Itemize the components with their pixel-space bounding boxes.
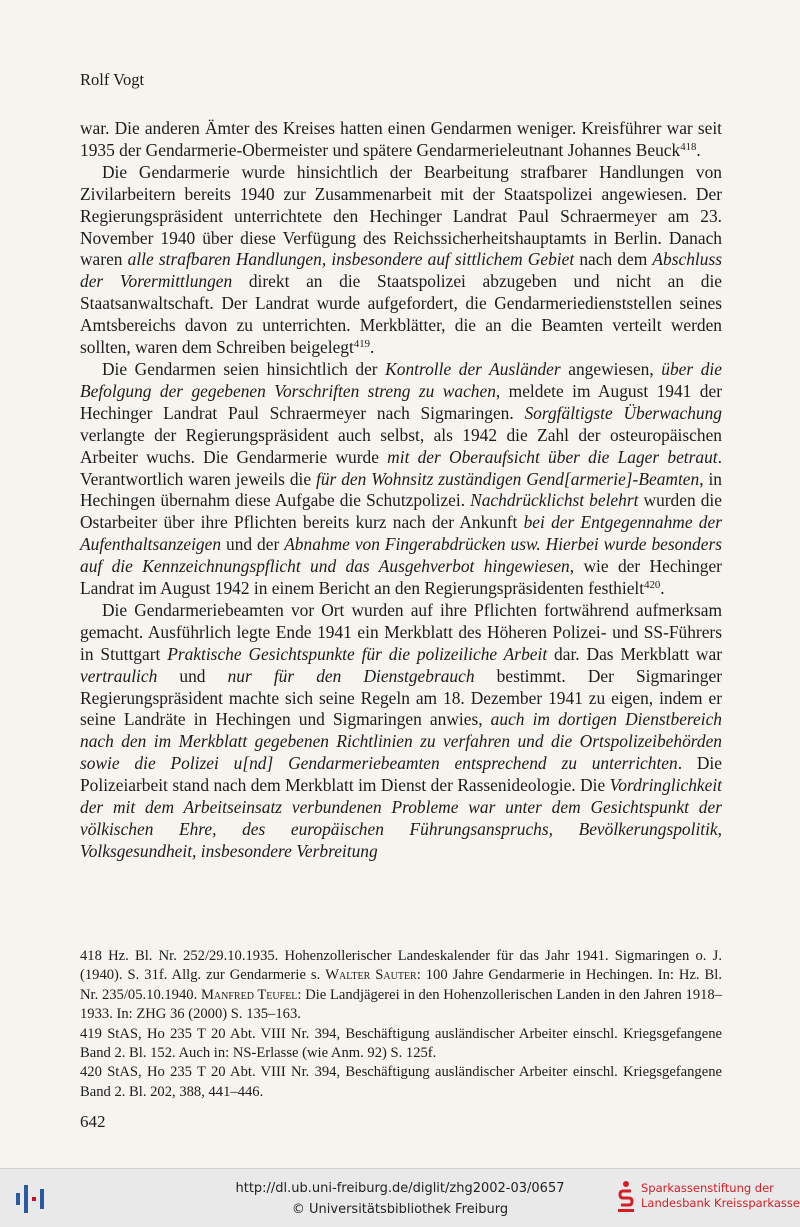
italic-quote: Abschluss der Vorermittlungen — [80, 249, 722, 292]
sparkasse-logo-icon — [618, 1180, 634, 1214]
footnote-text: : Die Landjägerei in den Hohenzollerischen Landen in den Jahren 1918–1933. In: ZHG 36 (2000) S. 135–163. — [80, 986, 723, 1023]
text-run: wurden die Ostarbeiter über ihre Pflichten bereits kurz nach der Ankunft — [80, 490, 722, 533]
italic-quote: Abnahme von Fingerabdrücken usw. Hierbei wurde besonders auf die Kennzeichnungspflicht und das Ausgehverbot hingewiesen — [80, 534, 722, 577]
text-run: . — [369, 337, 375, 358]
italic-quote: Kontrolle der Ausländer — [385, 358, 561, 379]
footnote — [80, 1025, 722, 1064]
italic-quote: vertraulich — [80, 665, 158, 686]
footnote — [80, 1063, 722, 1102]
footnote-ref: 418 — [680, 140, 697, 153]
footnotes — [80, 947, 722, 1102]
text-run: verlangte der Regierungspräsident auch selbst, als 1942 die Zahl der osteuropäischen Arbeiter wuchs. Die Gendarmerie wurde — [80, 424, 722, 467]
sponsor-line-1: Sparkassenstiftung der — [641, 1181, 774, 1195]
document-url[interactable]: http://dl.ub.uni-freiburg.de/diglit/zhg2002-03/0657 — [235, 1181, 565, 1196]
italic-quote: auch im dortigen Dienstbereich nach den im Merkblatt gegebenen Richtlinien zu verfahren und die Ortspolizeibehörden sowie die Polizei u[nd] Gendarmeriebeamten entsprechend zu unterrichten — [80, 709, 722, 774]
text-run: , wie der Hechinger Landrat im August 1942 in einem Bericht an den Regierungspräsidenten festhielt — [80, 556, 722, 599]
page-number: 642 — [80, 1112, 106, 1131]
paragraph — [80, 359, 722, 600]
footnote-text: 418 Hz. Bl. Nr. 252/29.10.1935. Hohenzollerischer Landeskalender für das Jahr 1941. Sigmaringen o. J. (1940). S. 31f. Allg. zur Gendarmerie s. — [80, 948, 722, 984]
footnote — [80, 947, 722, 1025]
italic-quote: Praktische Gesichtspunkte für die polizeiliche Arbeit — [167, 643, 548, 664]
text-run: bestimmt. Der Sigmaringer Regierungspräsident machte sich seine Regeln am 18. Dezember 1941 zu eigen, indem er seine Landräte in Hechingen und Sigmaringen anwies, — [80, 665, 722, 730]
italic-quote: mit der Oberaufsicht über die Lager betraut — [387, 446, 718, 467]
footnote-text: : 100 Jahre Gendarmerie in Hechingen. In: Hz. Bl. Nr. 235/05.10.1940. — [80, 967, 722, 1003]
viewer-footer — [0, 1168, 800, 1227]
text-run: Die Gendarmen seien hinsichtlich der — [102, 358, 386, 379]
text-run: und der — [221, 534, 285, 555]
text-run: , meldete im August 1941 der Hechinger Landrat Paul Schraermeyer nach Sigmaringen. — [80, 380, 722, 423]
text-run: dar. Das Merkblatt war — [547, 643, 723, 664]
paragraph — [80, 118, 722, 162]
text-run: Die Gendarmeriebeamten vor Ort wurden auf ihre Pflichten fortwährend aufmerksam gemacht. Ausführlich legte Ende 1941 ein Merkblatt des Höheren Polizei- und SS-Führers in Stuttgart — [80, 599, 722, 664]
italic-quote: nur für den Dienstgebrauch — [227, 665, 475, 686]
author-name: Manfred Teufel — [200, 986, 298, 1003]
italic-quote: Vordringlichkeit der mit dem Arbeitseinsatz verbundenen Probleme war unter dem Gesichtspunkt der völkischen Ehre, des europäischen Führungsanspruchs, Bevölkerungspolitik, Volksgesundheit, insbesondere Verbreitung — [80, 775, 722, 861]
text-run: , in Hechingen übernahm diese Aufgabe die Schutzpolizei. — [80, 468, 722, 511]
body-text — [80, 118, 722, 863]
text-run: nach dem — [574, 249, 653, 270]
footnote-text: 419 StAS, Ho 235 T 20 Abt. VIII Nr. 394, Beschäftigung ausländischer Arbeiter einschl. Kriegsgefangene Band 2. Bl. 152. Auch in: NS-Erlasse (wie Anm. 92) S. 125f. — [80, 1025, 722, 1062]
text-run: Die Gendarmerie wurde hinsichtlich der Bearbeitung strafbarer Handlungen von Zivilarbeitern bereits 1940 zur Zusammenarbeit mit der Staatspolizei angewiesen. Der Regierungspräsident unterrichtete den Hechinger Landrat Paul Schraermeyer am 23. November 1940 über diese Verfügung des Reichssicherheitshauptamts in Berlin. Danach waren — [80, 161, 722, 270]
text-run: und — [157, 665, 228, 686]
text-run: . Die Polizeiarbeit stand nach dem Merkblatt im Dienst der Rassenideologie. Die — [80, 753, 722, 796]
paragraph — [80, 600, 722, 863]
italic-quote: bei der Entgegennahme der Aufenthaltsanzeigen — [80, 512, 722, 555]
text-run: war. Die anderen Ämter des Kreises hatten einen Gendarmen weniger. Kreisführer war seit 1935 der Gendarmerie-Obermeister und spätere Gendarmerieleutnant Johannes Beuck — [80, 118, 722, 160]
italic-quote: alle strafbaren Handlungen, insbesondere auf sittlichem Gebiet — [127, 249, 575, 270]
italic-quote: für den Wohnsitz zuständigen Gend[armerie]-Beamten — [315, 468, 700, 489]
text-run: . — [696, 139, 701, 160]
italic-quote: über die Befolgung der gegebenen Vorschriften streng zu wachen — [80, 358, 722, 401]
text-run: . — [660, 578, 665, 599]
paragraph — [80, 162, 722, 359]
running-head: Rolf Vogt — [80, 70, 145, 89]
text-run: . Verantwortlich waren jeweils die — [80, 446, 722, 489]
footnote-text: 420 StAS, Ho 235 T 20 Abt. VIII Nr. 394, Beschäftigung ausländischer Arbeiter einschl. Kriegsgefangene Band 2. Bl. 202, 388, 441–446. — [80, 1064, 722, 1100]
footnote-ref: 419 — [353, 338, 370, 351]
sponsor-text — [641, 1181, 800, 1211]
italic-quote: Sorgfältigste Überwachung — [524, 402, 722, 423]
text-run: direkt an die Staatspolizei abzugeben und nicht an die Staatsanwaltschaft. Der Landrat wurde aufgefordert, die Gendarmeriedienststellen seines Amtsbereichs davon zu unterrichten. Merkblätter, die an die Beamten verteilt werden sollten, waren dem Schreiben beigelegt — [80, 271, 722, 358]
sponsor-line-2: Landesbank Kreissparkasse — [641, 1196, 800, 1210]
italic-quote: Nachdrücklichst belehrt — [470, 490, 639, 511]
text-run: angewiesen, — [560, 358, 662, 379]
author-name: Walter Sauter — [325, 967, 417, 984]
footnote-ref: 420 — [644, 579, 661, 592]
copyright-notice: © Universitätsbibliothek Freiburg — [291, 1202, 509, 1217]
